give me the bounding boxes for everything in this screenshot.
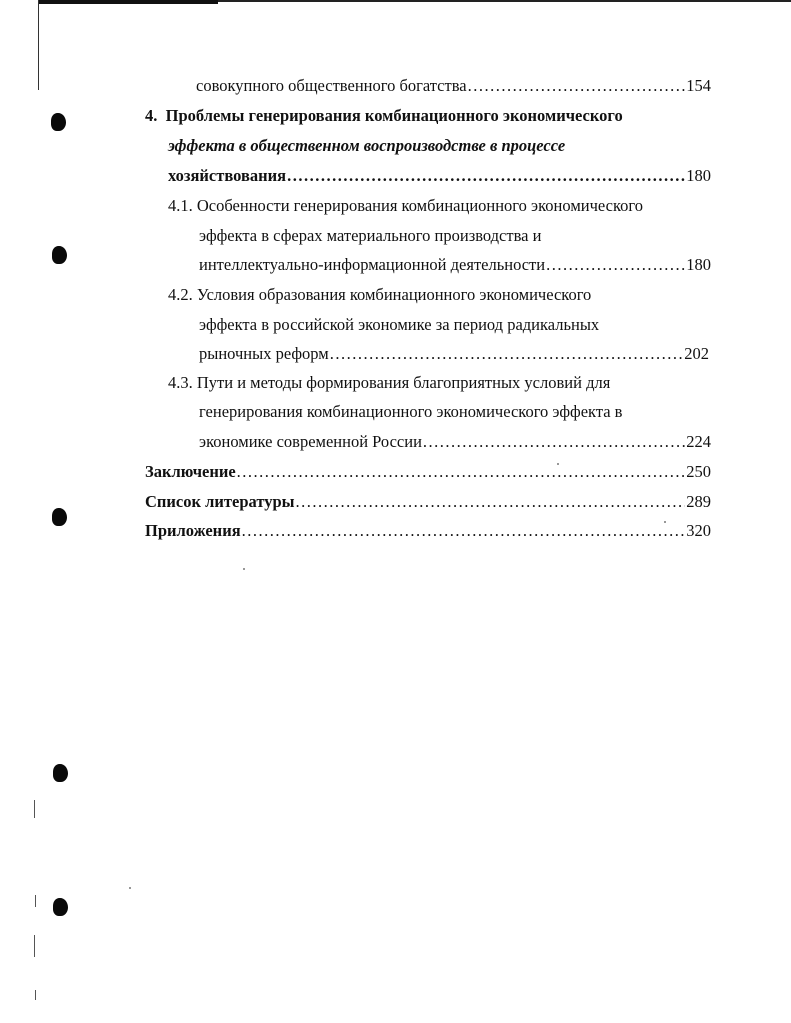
toc-entry-text: Заключение bbox=[145, 462, 236, 481]
toc-section-title-line3: рыночных реформ bbox=[199, 344, 329, 363]
dot-leader bbox=[330, 344, 684, 364]
scan-edge-mark bbox=[35, 895, 36, 907]
toc-page-number: 154 bbox=[686, 76, 711, 95]
toc-section-4-2-line1 bbox=[168, 285, 591, 305]
toc-entry-bibliography bbox=[145, 492, 711, 512]
toc-section-4-1-line2 bbox=[199, 226, 541, 246]
dot-leader bbox=[287, 166, 685, 186]
scan-edge-left bbox=[38, 0, 39, 90]
toc-page-number: 180 bbox=[686, 166, 711, 185]
toc-section-title-line2: генерирования комбинационного экономического эффекта в bbox=[199, 402, 623, 421]
toc-entry-appendices bbox=[145, 521, 711, 541]
dot-leader bbox=[296, 492, 686, 512]
toc-entry-text: совокупного общественного богатства bbox=[196, 76, 467, 95]
toc-section-4-2-line3 bbox=[199, 344, 709, 364]
toc-chapter-4-line2 bbox=[168, 136, 565, 156]
toc-section-4-3-line1 bbox=[168, 373, 610, 393]
toc-chapter-title-line3: хозяйствования bbox=[168, 166, 287, 185]
toc-section-title-line3: экономике современной России bbox=[199, 432, 422, 451]
punch-hole-mark bbox=[53, 898, 68, 916]
toc-entry-conclusion bbox=[145, 462, 711, 482]
toc-page-number: 289 bbox=[686, 492, 711, 511]
toc-entry-continuation bbox=[196, 76, 711, 96]
punch-hole-mark bbox=[53, 764, 68, 782]
toc-section-4-1-line1 bbox=[168, 196, 643, 216]
toc-section-title-line3: интеллектуально-информационной деятельности bbox=[199, 255, 546, 274]
dot-leader bbox=[237, 462, 686, 482]
dot-leader bbox=[423, 432, 685, 452]
scan-edge-top-dark bbox=[38, 0, 218, 4]
toc-page-number: 180 bbox=[686, 255, 711, 274]
toc-section-number: 4.3. bbox=[168, 373, 193, 392]
toc-section-title-line2: эффекта в сферах материального производства и bbox=[199, 226, 542, 245]
toc-section-number: 4.1. bbox=[168, 196, 193, 215]
toc-chapter-number: 4. bbox=[145, 106, 158, 125]
toc-section-4-3-line2 bbox=[199, 402, 622, 422]
punch-hole-mark bbox=[52, 246, 67, 264]
toc-section-title-line1: Пути и методы формирования благоприятных условий для bbox=[196, 373, 611, 392]
toc-entry-text: Список литературы bbox=[145, 492, 295, 511]
scan-edge-mark bbox=[35, 990, 36, 1000]
toc-page-number: 202 bbox=[684, 344, 709, 363]
toc-page-number: 320 bbox=[686, 521, 711, 540]
toc-chapter-title-line2: эффекта в общественном воспроизводстве в процессе bbox=[168, 136, 566, 155]
toc-section-title-line1: Особенности генерирования комбинационного экономического bbox=[196, 196, 643, 215]
toc-page-number: 250 bbox=[686, 462, 711, 481]
scan-edge-mark bbox=[34, 800, 35, 818]
toc-section-4-2-line2 bbox=[199, 315, 599, 335]
dot-leader bbox=[546, 255, 685, 275]
toc-section-title-line2: эффекта в российской экономике за период радикальных bbox=[199, 315, 600, 334]
punch-hole-mark bbox=[51, 113, 66, 131]
toc-chapter-title-line1: Проблемы генерирования комбинационного экономического bbox=[165, 106, 623, 125]
dot-leader bbox=[468, 76, 686, 96]
toc-chapter-4-line3 bbox=[168, 166, 711, 186]
scan-speck bbox=[129, 887, 131, 889]
toc-chapter-4-line1 bbox=[145, 106, 623, 126]
punch-hole-mark bbox=[52, 508, 67, 526]
toc-section-4-3-line3 bbox=[199, 432, 711, 452]
toc-section-number: 4.2. bbox=[168, 285, 193, 304]
toc-entry-text: Приложения bbox=[145, 521, 241, 540]
scan-edge-mark bbox=[34, 935, 35, 957]
scan-speck bbox=[243, 568, 245, 570]
toc-section-title-line1: Условия образования комбинационного экономического bbox=[196, 285, 592, 304]
toc-page-number: 224 bbox=[686, 432, 711, 451]
dot-leader bbox=[242, 521, 686, 541]
toc-section-4-1-line3 bbox=[199, 255, 711, 275]
